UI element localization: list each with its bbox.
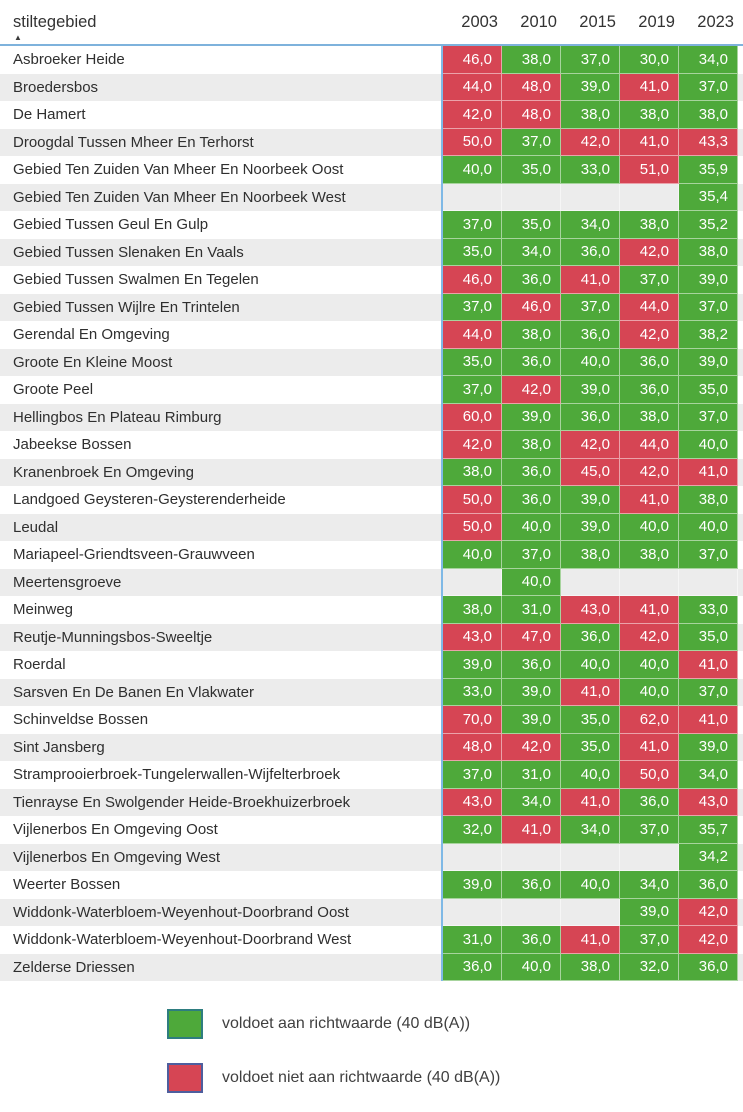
value-cell[interactable]: 39,0	[679, 734, 738, 762]
value-cell[interactable]: 38,2	[679, 321, 738, 349]
value-cell[interactable]: 38,0	[561, 954, 620, 982]
value-cell-group	[441, 459, 738, 487]
year-header-group	[446, 0, 743, 44]
value-cell[interactable]: 40,0	[561, 871, 620, 899]
value-cell[interactable]: 41,0	[620, 596, 679, 624]
value-cell[interactable]: 37,0	[443, 211, 502, 239]
value-cell[interactable]: 34,0	[561, 816, 620, 844]
value-cell[interactable]	[502, 899, 561, 927]
value-cell[interactable]	[561, 184, 620, 212]
value-cell[interactable]: 70,0	[443, 706, 502, 734]
value-cell[interactable]: 35,0	[561, 734, 620, 762]
value-cell[interactable]: 38,0	[679, 239, 738, 267]
area-name-cell[interactable]: Kranenbroek En Omgeving	[13, 463, 194, 481]
legend-label: voldoet niet aan richtwaarde (40 dB(A))	[222, 1068, 501, 1086]
area-name-cell[interactable]: Sint Jansberg	[13, 738, 105, 756]
value-cell-group	[441, 596, 738, 624]
value-cell[interactable]: 41,0	[620, 486, 679, 514]
value-cell[interactable]: 42,0	[620, 624, 679, 652]
value-cell[interactable]: 42,0	[679, 899, 738, 927]
table-row	[0, 679, 743, 707]
table-row	[0, 101, 743, 129]
legend-swatch-good	[167, 1009, 203, 1039]
value-cell-group	[441, 431, 738, 459]
legend-item-bad	[167, 1062, 743, 1093]
column-header-2010[interactable]: 2010	[520, 13, 557, 31]
value-cell[interactable]: 40,0	[561, 761, 620, 789]
value-cell[interactable]	[502, 184, 561, 212]
value-cell[interactable]: 35,0	[679, 624, 738, 652]
value-cell[interactable]: 40,0	[443, 541, 502, 569]
value-cell[interactable]: 42,0	[443, 101, 502, 129]
value-cell[interactable]: 38,0	[502, 431, 561, 459]
value-cell[interactable]	[620, 184, 679, 212]
value-cell[interactable]: 30,0	[620, 46, 679, 74]
value-cell-group	[441, 514, 738, 542]
value-cell[interactable]: 50,0	[443, 129, 502, 157]
area-name-cell[interactable]: De Hamert	[13, 106, 86, 124]
value-cell[interactable]: 37,0	[679, 541, 738, 569]
value-cell[interactable]: 34,0	[502, 239, 561, 267]
value-cell-group	[441, 129, 738, 157]
value-cell[interactable]: 32,0	[443, 816, 502, 844]
value-cell[interactable]: 43,0	[561, 596, 620, 624]
value-cell[interactable]: 42,0	[502, 734, 561, 762]
area-name-cell[interactable]: Meinweg	[13, 601, 74, 619]
value-cell-group	[441, 541, 738, 569]
table-row	[0, 459, 743, 487]
area-name-cell[interactable]: Zelderse Driessen	[13, 958, 135, 976]
value-cell[interactable]	[443, 844, 502, 872]
area-name-cell[interactable]: Gerendal En Omgeving	[13, 326, 170, 344]
value-cell[interactable]: 43,0	[443, 789, 502, 817]
area-name-cell[interactable]: Broedersbos	[13, 78, 99, 96]
value-cell[interactable]: 43,3	[679, 129, 738, 157]
value-cell[interactable]: 38,0	[679, 486, 738, 514]
row-header-label: stiltegebied	[13, 13, 97, 31]
value-cell[interactable]: 42,0	[443, 431, 502, 459]
value-cell[interactable]: 47,0	[502, 624, 561, 652]
value-cell[interactable]: 38,0	[502, 321, 561, 349]
value-cell[interactable]: 44,0	[620, 431, 679, 459]
value-cell[interactable]: 44,0	[443, 321, 502, 349]
table-row	[0, 926, 743, 954]
value-cell-group	[441, 624, 738, 652]
value-cell[interactable]	[561, 569, 620, 597]
value-cell[interactable]	[443, 569, 502, 597]
value-cell[interactable]: 36,0	[502, 486, 561, 514]
value-cell[interactable]: 38,0	[620, 404, 679, 432]
value-cell[interactable]: 41,0	[561, 789, 620, 817]
value-cell-group	[441, 954, 738, 982]
table-row	[0, 294, 743, 322]
value-cell[interactable]: 40,0	[620, 651, 679, 679]
value-cell-group	[441, 486, 738, 514]
value-cell-group	[441, 871, 738, 899]
value-cell[interactable]: 36,0	[561, 321, 620, 349]
value-cell[interactable]: 50,0	[620, 761, 679, 789]
value-cell[interactable]: 39,0	[443, 651, 502, 679]
value-cell[interactable]: 41,0	[620, 734, 679, 762]
value-cell[interactable]: 36,0	[620, 349, 679, 377]
value-cell[interactable]: 36,0	[502, 349, 561, 377]
value-cell[interactable]: 40,0	[679, 431, 738, 459]
value-cell[interactable]: 39,0	[502, 679, 561, 707]
value-cell[interactable]: 42,0	[620, 459, 679, 487]
column-header-2019[interactable]: 2019	[638, 13, 675, 31]
value-cell[interactable]: 37,0	[620, 266, 679, 294]
area-name-cell[interactable]: Gebied Tussen Geul En Gulp	[13, 216, 209, 234]
value-cell[interactable]: 40,0	[620, 514, 679, 542]
value-cell[interactable]: 38,0	[443, 596, 502, 624]
area-name-cell[interactable]: Gebied Tussen Wijlre En Trintelen	[13, 298, 240, 316]
value-cell[interactable]: 34,0	[502, 789, 561, 817]
value-cell[interactable]: 41,0	[679, 706, 738, 734]
value-cell[interactable]: 45,0	[561, 459, 620, 487]
value-cell[interactable]: 36,0	[502, 651, 561, 679]
table-row	[0, 156, 743, 184]
value-cell[interactable]: 31,0	[502, 596, 561, 624]
value-cell-group	[441, 376, 738, 404]
legend	[167, 1008, 743, 1093]
table-row	[0, 816, 743, 844]
area-name-cell[interactable]: Landgoed Geysteren-Geysterenderheide	[13, 491, 286, 509]
area-name-cell[interactable]: Meertensgroeve	[13, 573, 122, 591]
value-cell-group	[441, 349, 738, 377]
table-row	[0, 266, 743, 294]
value-cell[interactable]: 36,0	[561, 404, 620, 432]
area-name-cell[interactable]: Groote Peel	[13, 381, 94, 399]
value-cell-group	[441, 74, 738, 102]
value-cell[interactable]: 50,0	[443, 486, 502, 514]
value-cell[interactable]: 40,0	[561, 651, 620, 679]
value-cell-group	[441, 321, 738, 349]
value-cell[interactable]: 46,0	[443, 46, 502, 74]
value-cell[interactable]: 31,0	[502, 761, 561, 789]
value-cell[interactable]: 36,0	[620, 376, 679, 404]
table-row	[0, 624, 743, 652]
table-row	[0, 596, 743, 624]
table-row	[0, 871, 743, 899]
area-name-cell[interactable]: Weerter Bossen	[13, 876, 121, 894]
area-name-cell[interactable]: Droogdal Tussen Mheer En Terhorst	[13, 133, 254, 151]
value-cell[interactable]: 41,0	[561, 926, 620, 954]
legend-swatch-bad	[167, 1063, 203, 1093]
area-name-cell[interactable]: Vijlenerbos En Omgeving West	[13, 848, 221, 866]
table-row	[0, 431, 743, 459]
value-cell[interactable]: 35,0	[443, 239, 502, 267]
value-cell[interactable]: 35,0	[561, 706, 620, 734]
area-name-cell[interactable]: Tienrayse En Swolgender Heide-Broekhuizerbroek	[13, 793, 351, 811]
value-cell[interactable]	[620, 569, 679, 597]
value-cell-group	[441, 789, 738, 817]
value-cell[interactable]: 62,0	[620, 706, 679, 734]
value-cell[interactable]: 35,4	[679, 184, 738, 212]
value-cell[interactable]: 43,0	[443, 624, 502, 652]
value-cell[interactable]: 38,0	[561, 541, 620, 569]
table-row	[0, 321, 743, 349]
table-row	[0, 211, 743, 239]
value-cell[interactable]: 36,0	[502, 459, 561, 487]
area-name-cell[interactable]: Widdonk-Waterbloem-Weyenhout-Doorbrand Oost	[13, 903, 349, 921]
value-cell[interactable]: 36,0	[679, 954, 738, 982]
table-row	[0, 46, 743, 74]
value-cell[interactable]: 36,0	[502, 926, 561, 954]
value-cell[interactable]: 37,0	[443, 294, 502, 322]
value-cell[interactable]: 38,0	[502, 46, 561, 74]
value-cell[interactable]: 38,0	[620, 211, 679, 239]
value-cell[interactable]: 42,0	[502, 376, 561, 404]
value-cell-group	[441, 569, 738, 597]
value-cell-group	[441, 899, 738, 927]
value-cell[interactable]: 36,0	[502, 266, 561, 294]
value-cell[interactable]: 42,0	[561, 431, 620, 459]
table-row	[0, 514, 743, 542]
table-body	[0, 46, 743, 981]
value-cell[interactable]: 39,0	[502, 404, 561, 432]
area-name-cell[interactable]: Hellingbos En Plateau Rimburg	[13, 408, 222, 426]
area-name-cell[interactable]: Jabeekse Bossen	[13, 436, 132, 454]
value-cell[interactable]: 34,0	[620, 871, 679, 899]
area-name-cell[interactable]: Schinveldse Bossen	[13, 711, 149, 729]
value-cell[interactable]: 40,0	[561, 349, 620, 377]
value-cell[interactable]: 35,0	[502, 156, 561, 184]
value-cell[interactable]: 42,0	[620, 239, 679, 267]
value-cell[interactable]: 33,0	[679, 596, 738, 624]
table-row	[0, 486, 743, 514]
value-cell[interactable]: 48,0	[502, 74, 561, 102]
value-cell[interactable]: 40,0	[679, 514, 738, 542]
table-row	[0, 404, 743, 432]
sort-ascending-icon: ▲	[14, 33, 22, 42]
area-name-cell[interactable]: Widdonk-Waterbloem-Weyenhout-Doorbrand West	[13, 931, 352, 949]
value-cell[interactable]: 39,0	[561, 376, 620, 404]
value-cell-group	[441, 266, 738, 294]
area-name-cell[interactable]: Reutje-Munningsbos-Sweeltje	[13, 628, 213, 646]
area-name-cell[interactable]: Asbroeker Heide	[13, 51, 125, 69]
value-cell-group	[441, 184, 738, 212]
area-name-cell[interactable]: Stramprooierbroek-Tungelerwallen-Wijfelterbroek	[13, 766, 341, 784]
value-cell[interactable]: 51,0	[620, 156, 679, 184]
value-cell[interactable]: 36,0	[679, 871, 738, 899]
value-cell[interactable]	[502, 844, 561, 872]
value-cell[interactable]: 41,0	[620, 129, 679, 157]
value-cell[interactable]: 60,0	[443, 404, 502, 432]
value-cell-group	[441, 926, 738, 954]
value-cell[interactable]: 39,0	[561, 514, 620, 542]
value-cell[interactable]: 44,0	[620, 294, 679, 322]
value-cell-group	[441, 101, 738, 129]
value-cell[interactable]: 39,0	[679, 349, 738, 377]
table-row	[0, 184, 743, 212]
value-cell[interactable]: 36,0	[620, 789, 679, 817]
value-cell[interactable]: 38,0	[620, 541, 679, 569]
value-cell[interactable]: 31,0	[443, 926, 502, 954]
table-row	[0, 789, 743, 817]
value-cell[interactable]: 43,0	[679, 789, 738, 817]
area-name-cell[interactable]: Leudal	[13, 518, 59, 536]
value-cell[interactable]	[443, 184, 502, 212]
value-cell[interactable]: 50,0	[443, 514, 502, 542]
table-row	[0, 376, 743, 404]
table-row	[0, 899, 743, 927]
value-cell-group	[441, 294, 738, 322]
value-cell[interactable]: 37,0	[502, 129, 561, 157]
table-row	[0, 734, 743, 762]
value-cell[interactable]: 34,0	[561, 211, 620, 239]
value-cell[interactable]: 41,0	[561, 266, 620, 294]
value-cell[interactable]: 41,0	[679, 459, 738, 487]
value-cell[interactable]: 44,0	[443, 74, 502, 102]
column-header-stiltegebied[interactable]	[0, 0, 446, 44]
table-header	[0, 0, 743, 46]
value-cell[interactable]: 42,0	[620, 321, 679, 349]
value-cell[interactable]: 33,0	[561, 156, 620, 184]
column-header-2003[interactable]: 2003	[461, 13, 498, 31]
value-cell-group	[441, 844, 738, 872]
table-row	[0, 129, 743, 157]
legend-label: voldoet aan richtwaarde (40 dB(A))	[222, 1014, 471, 1032]
value-cell[interactable]: 39,0	[679, 266, 738, 294]
table-row	[0, 844, 743, 872]
value-cell[interactable]: 40,0	[502, 954, 561, 982]
value-cell-group	[441, 761, 738, 789]
value-cell[interactable]: 39,0	[443, 871, 502, 899]
value-cell-group	[441, 211, 738, 239]
value-cell[interactable]: 40,0	[443, 156, 502, 184]
area-name-cell[interactable]: Roerdal	[13, 656, 66, 674]
value-cell[interactable]: 36,0	[561, 624, 620, 652]
value-cell[interactable]: 46,0	[443, 266, 502, 294]
value-cell[interactable]: 36,0	[561, 239, 620, 267]
table-row	[0, 569, 743, 597]
value-cell[interactable]: 41,0	[561, 679, 620, 707]
value-cell[interactable]: 37,0	[502, 541, 561, 569]
value-cell[interactable]: 48,0	[502, 101, 561, 129]
area-name-cell[interactable]: Gebied Ten Zuiden Van Mheer En Noorbeek West	[13, 188, 346, 206]
value-cell[interactable]: 36,0	[443, 954, 502, 982]
value-cell[interactable]: 39,0	[502, 706, 561, 734]
value-cell[interactable]: 34,2	[679, 844, 738, 872]
value-cell[interactable]: 40,0	[620, 679, 679, 707]
value-cell-group	[441, 156, 738, 184]
value-cell[interactable]: 34,0	[679, 46, 738, 74]
value-cell[interactable]	[443, 899, 502, 927]
value-cell[interactable]	[561, 844, 620, 872]
legend-item-good	[167, 1008, 743, 1039]
value-cell-group	[441, 46, 738, 74]
value-cell-group	[441, 706, 738, 734]
value-cell[interactable]: 39,0	[620, 899, 679, 927]
value-cell[interactable]: 37,0	[620, 816, 679, 844]
value-cell-group	[441, 651, 738, 679]
value-cell[interactable]: 46,0	[502, 294, 561, 322]
value-cell[interactable]: 37,0	[679, 679, 738, 707]
value-cell[interactable]: 37,0	[679, 404, 738, 432]
area-name-cell[interactable]: Groote En Kleine Moost	[13, 353, 173, 371]
value-cell[interactable]: 34,0	[679, 761, 738, 789]
value-cell[interactable]: 38,0	[561, 101, 620, 129]
value-cell[interactable]	[561, 899, 620, 927]
value-cell[interactable]: 37,0	[443, 376, 502, 404]
value-cell[interactable]: 35,0	[443, 349, 502, 377]
table-row	[0, 651, 743, 679]
table-row	[0, 954, 743, 982]
value-cell[interactable]: 33,0	[443, 679, 502, 707]
value-cell[interactable]: 37,0	[679, 294, 738, 322]
table-row	[0, 239, 743, 267]
value-cell[interactable]	[620, 844, 679, 872]
value-cell[interactable]: 41,0	[679, 651, 738, 679]
value-cell[interactable]: 48,0	[443, 734, 502, 762]
value-cell[interactable]: 41,0	[620, 74, 679, 102]
value-cell[interactable]: 37,0	[561, 46, 620, 74]
value-cell-group	[441, 239, 738, 267]
value-cell[interactable]: 36,0	[502, 871, 561, 899]
area-name-cell[interactable]: Sarsven En De Banen En Vlakwater	[13, 683, 254, 701]
value-cell[interactable]: 39,0	[561, 486, 620, 514]
value-cell[interactable]: 40,0	[502, 569, 561, 597]
value-cell[interactable]: 39,0	[561, 74, 620, 102]
value-cell[interactable]: 35,0	[502, 211, 561, 239]
area-name-cell[interactable]: Gebied Ten Zuiden Van Mheer En Noorbeek Oost	[13, 161, 344, 179]
value-cell[interactable]: 40,0	[502, 514, 561, 542]
table-row	[0, 349, 743, 377]
table-row	[0, 541, 743, 569]
column-header-2015[interactable]: 2015	[579, 13, 616, 31]
value-cell[interactable]	[679, 569, 738, 597]
value-cell[interactable]: 35,7	[679, 816, 738, 844]
table-row	[0, 761, 743, 789]
value-cell-group	[441, 734, 738, 762]
value-cell[interactable]: 38,0	[620, 101, 679, 129]
table-row	[0, 706, 743, 734]
area-name-cell[interactable]: Gebied Tussen Slenaken En Vaals	[13, 243, 244, 261]
area-name-cell[interactable]: Vijlenerbos En Omgeving Oost	[13, 821, 218, 839]
area-name-cell[interactable]: Gebied Tussen Swalmen En Tegelen	[13, 271, 259, 289]
value-cell[interactable]: 35,2	[679, 211, 738, 239]
value-cell[interactable]: 37,0	[620, 926, 679, 954]
column-header-2023[interactable]: 2023	[697, 13, 734, 31]
value-cell[interactable]: 41,0	[502, 816, 561, 844]
value-cell[interactable]: 35,0	[679, 376, 738, 404]
value-cell[interactable]: 42,0	[679, 926, 738, 954]
value-cell[interactable]: 35,9	[679, 156, 738, 184]
value-cell-group	[441, 404, 738, 432]
value-cell[interactable]: 37,0	[561, 294, 620, 322]
value-cell[interactable]: 38,0	[679, 101, 738, 129]
value-cell[interactable]: 38,0	[443, 459, 502, 487]
value-cell[interactable]: 37,0	[679, 74, 738, 102]
area-name-cell[interactable]: Mariapeel-Griendtsveen-Grauwveen	[13, 546, 255, 564]
table-row	[0, 74, 743, 102]
value-cell-group	[441, 816, 738, 844]
value-cell[interactable]: 37,0	[443, 761, 502, 789]
value-cell[interactable]: 42,0	[561, 129, 620, 157]
value-cell[interactable]: 32,0	[620, 954, 679, 982]
value-cell-group	[441, 679, 738, 707]
